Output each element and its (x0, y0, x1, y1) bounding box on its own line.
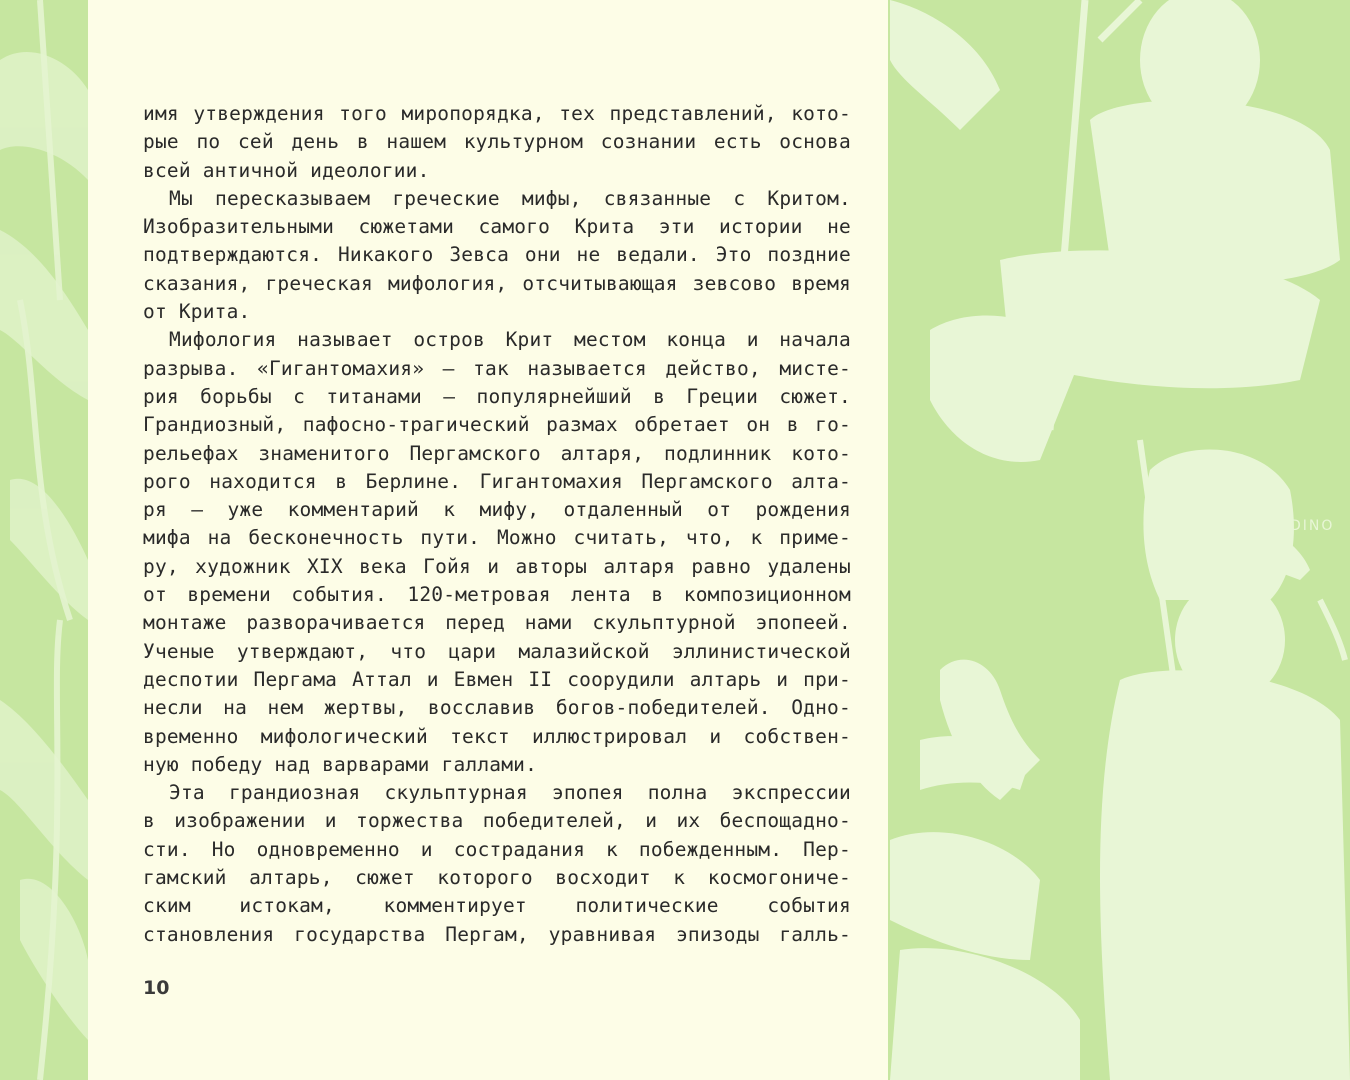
text-line: временно мифологический текст иллюстрировал и собствен- (143, 724, 851, 748)
text-line: всей античной идеологии. (143, 158, 430, 182)
text-line: подтверждаются. Никакого Зевса они не ведали. Это поздние (143, 243, 851, 267)
text-line: рия борьбы с титанами — популярнейший в Греции сюжет. (143, 384, 851, 408)
text-line: ским истокам, комментирует политические события (143, 894, 851, 918)
page-number: 10 (143, 977, 170, 999)
text-line: деспотии Пергама Аттал и Евмен II соорудили алтарь и при- (143, 667, 851, 691)
text-line: Мифология называет остров Крит местом конца и начала (169, 328, 851, 352)
text-line: ную победу над варварами галлами. (143, 752, 538, 776)
art-label: DINO (1290, 518, 1335, 534)
text-line: рые по сей день в нашем культурном сознании есть основа (143, 130, 851, 154)
text-line: от Крита. (143, 300, 251, 324)
text-line: от времени события. 120-метровая лента в композиционном (143, 583, 851, 607)
text-line: сти. Но одновременно и сострадания к побежденным. Пер- (143, 837, 851, 861)
text-line: Грандиозный, пафосно-трагический размах обретает он в го- (143, 413, 851, 437)
text-line: рого находится в Берлине. Гигантомахия Пергамского алта- (143, 469, 851, 493)
text-line: имя утверждения того миропорядка, тех представлений, кото- (143, 102, 851, 125)
text-line: мифа на бесконечность пути. Можно считать, что, к приме- (143, 526, 851, 550)
text-line: монтаже разворачивается перед нами скульптурной эпопеей. (143, 611, 851, 635)
text-line: Ученые утверждают, что цари малазийской эллинистической (143, 639, 851, 663)
text-line: Мы пересказываем греческие мифы, связанные с Критом. (169, 186, 851, 210)
text-line: ря — уже комментарий к мифу, отдаленный от рождения (143, 498, 851, 522)
book-page (88, 0, 888, 1080)
text-line: сказания, греческая мифология, отсчитывающая зевсово время (143, 271, 851, 295)
text-line: ру, художник XIX века Гойя и авторы алтаря равно удалены (143, 554, 851, 578)
text-line: Изобразительными сюжетами самого Крита эти истории не (143, 215, 851, 239)
text-line: в изображении и торжества победителей, и их беспощадно- (143, 809, 851, 833)
text-line: становления государства Пергам, уравнивая эпизоды галль- (143, 922, 851, 946)
text-line: разрыва. «Гигантомахия» — так называется действо, мисте- (143, 356, 851, 380)
text-line: Эта грандиозная скульптурная эпопея полна экспрессии (169, 781, 851, 805)
body-text (143, 100, 851, 949)
text-line: несли на нем жертвы, восславив богов-победителей. Одно- (143, 696, 851, 720)
text-line: гамский алтарь, сюжет которого восходит к космогониче- (143, 866, 851, 890)
text-line: рельефах знаменитого Пергамского алтаря, подлинник кото- (143, 441, 851, 465)
